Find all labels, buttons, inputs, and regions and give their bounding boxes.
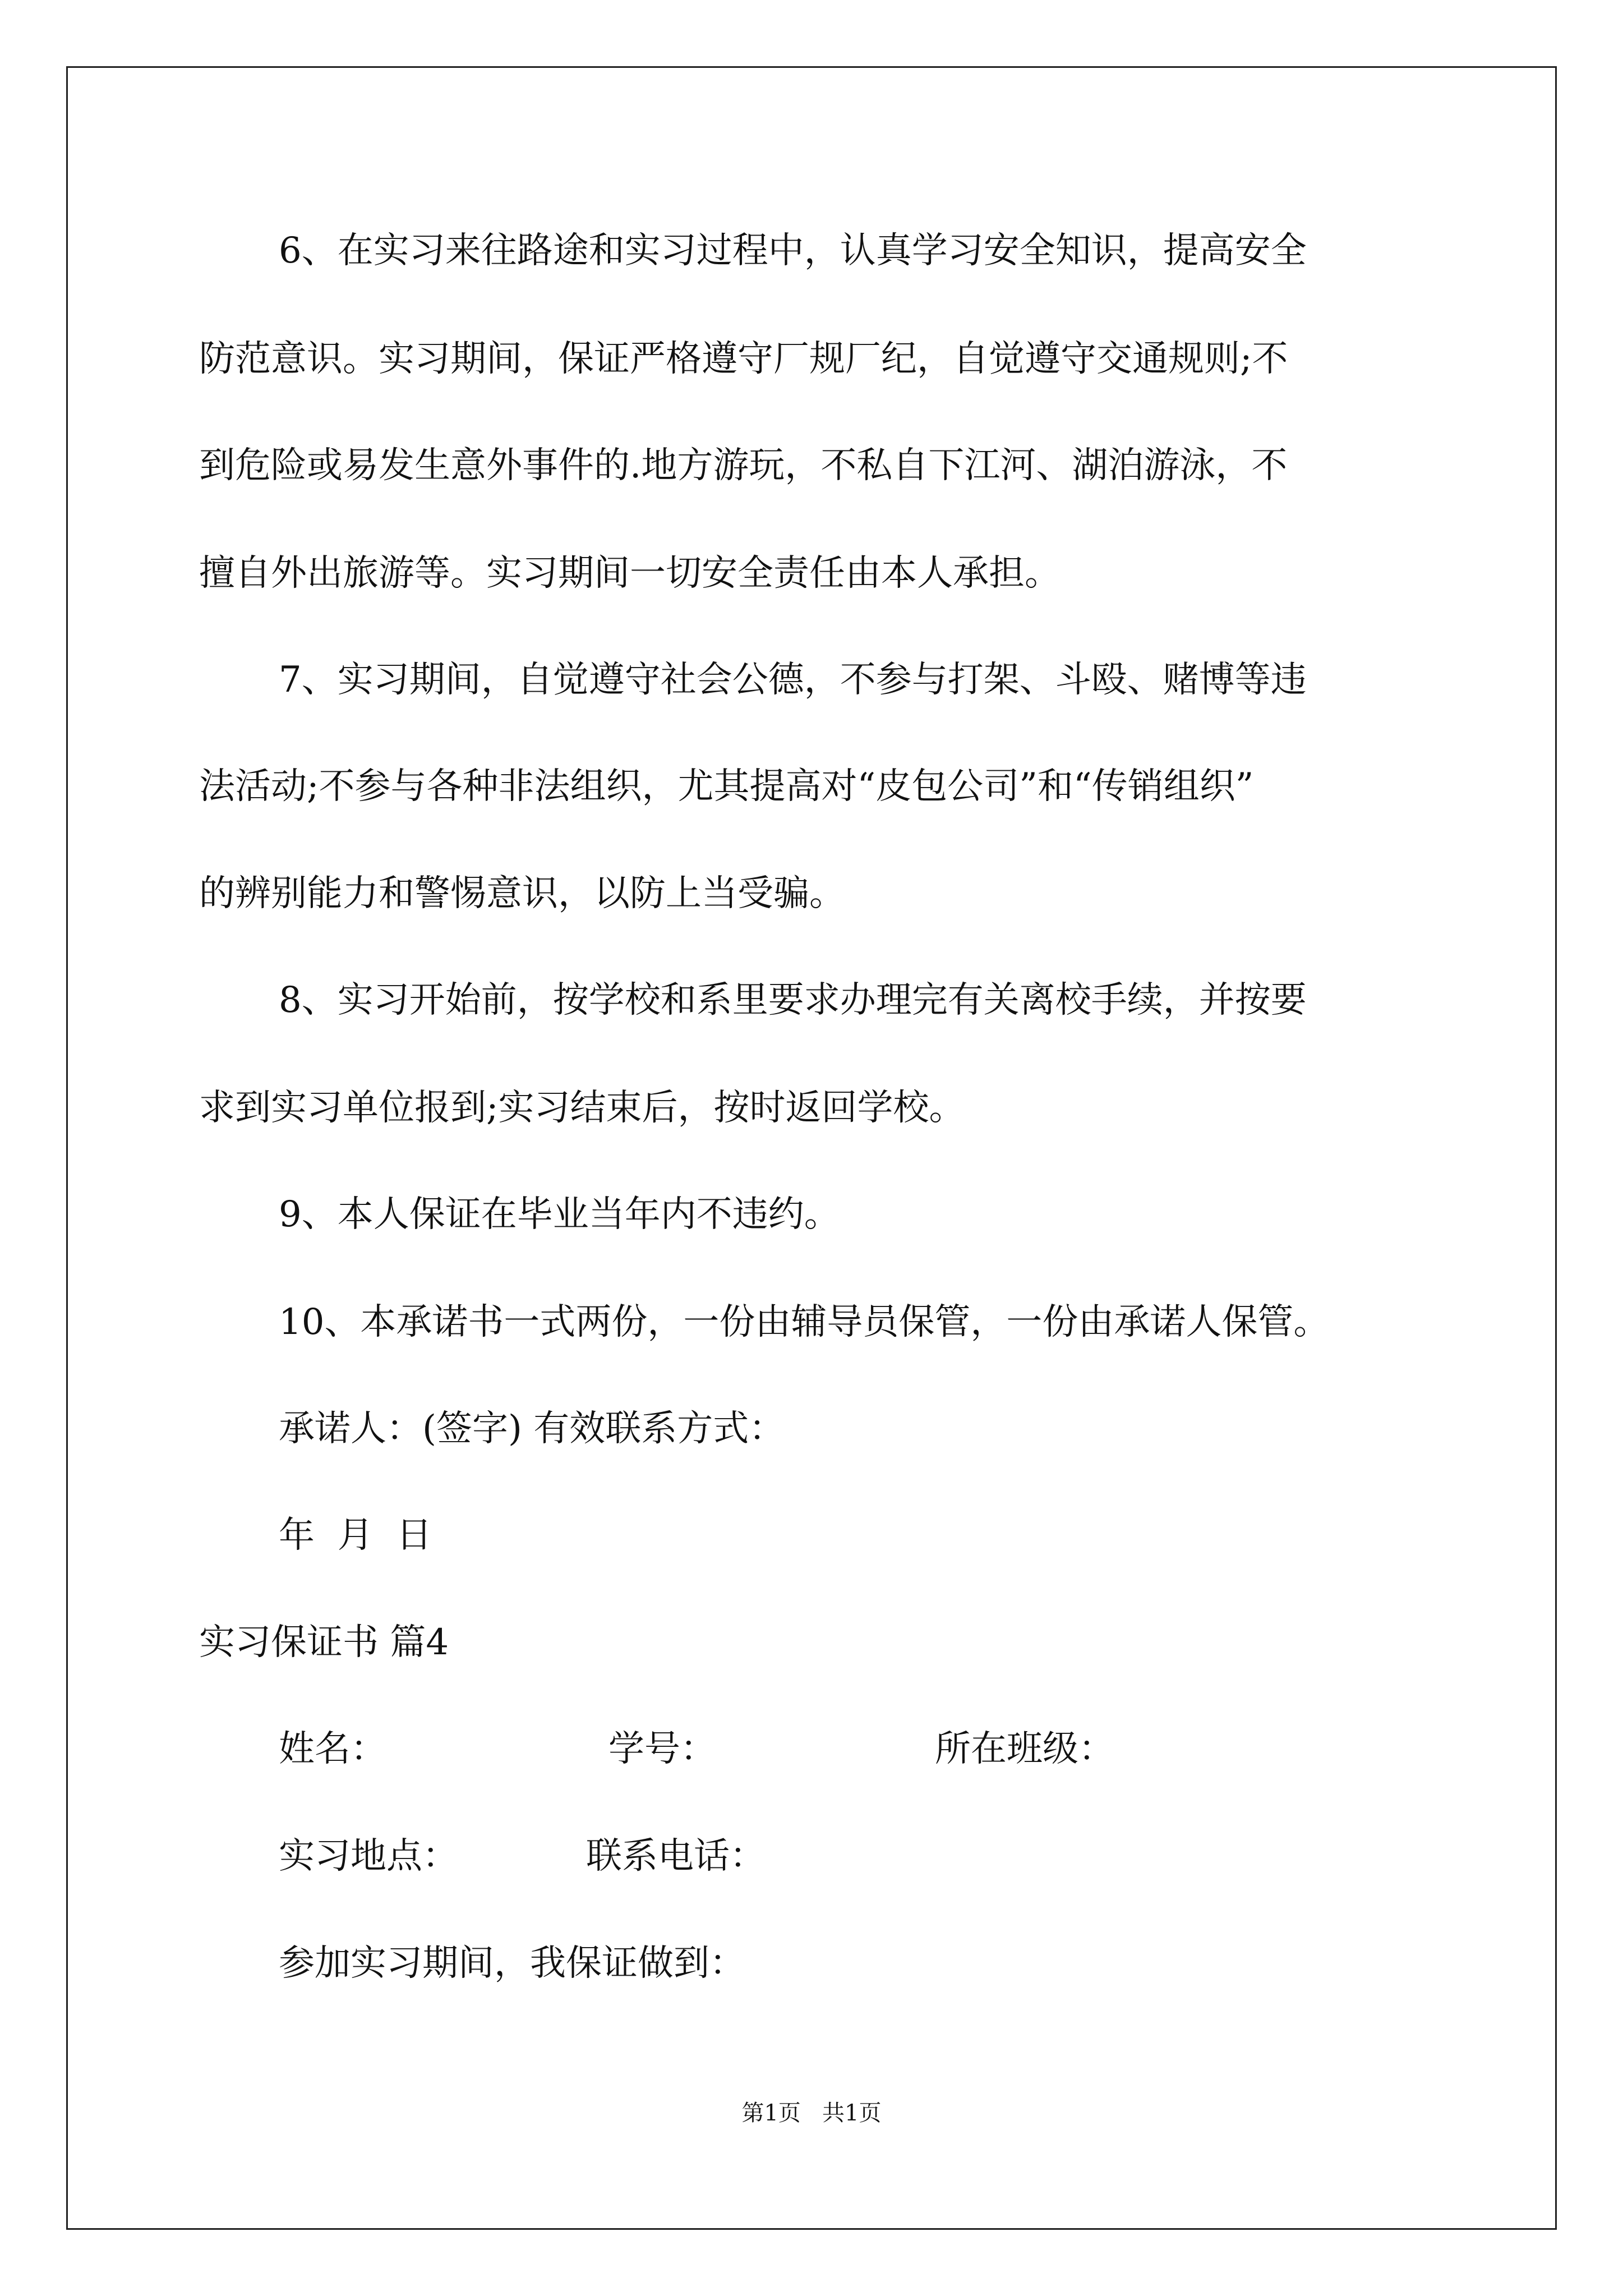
student-id-label: 学号：	[608, 1728, 716, 1770]
paragraph-6-line-1: 6、在实习来往路途和实习过程中，认真学习安全知识，提高安全	[279, 230, 1307, 272]
paragraph-6-line-4: 擅自外出旅游等。实习期间一切安全责任由本人承担。	[199, 553, 1061, 594]
paragraph-8-line-1: 8、实习开始前，按学校和系里要求办理完有关离校手续，并按要	[279, 979, 1307, 1021]
paragraph-10: 10、本承诺书一式两份，一份由辅导员保管，一份由承诺人保管。	[279, 1301, 1330, 1343]
signature-line: 承诺人：(签字) 有效联系方式：	[279, 1408, 785, 1450]
internship-location-label: 实习地点：	[279, 1835, 458, 1877]
page-footer: 第1页 共1页	[741, 2100, 882, 2126]
contact-phone-label: 联系电话：	[586, 1835, 766, 1877]
page-border	[66, 66, 1557, 2230]
paragraph-8-line-2: 求到实习单位报到;实习结束后，按时返回学校。	[199, 1087, 965, 1129]
paragraph-7-line-2: 法活动;不参与各种非法组织，尤其提高对“皮包公司”和“传销组织”	[199, 766, 1254, 807]
section-heading: 实习保证书 篇4	[199, 1622, 449, 1663]
class-label: 所在班级：	[935, 1728, 1114, 1770]
date-line: 年 月 日	[279, 1515, 432, 1556]
paragraph-6-line-2: 防范意识。实习期间，保证严格遵守厂规厂纪，自觉遵守交通规则;不	[199, 338, 1288, 380]
paragraph-7-line-1: 7、实习期间，自觉遵守社会公德，不参与打架、斗殴、赌博等违	[279, 659, 1307, 701]
paragraph-6-line-3: 到危险或易发生意外事件的.地方游玩，不私自下江河、湖泊游泳，不	[199, 445, 1288, 486]
paragraph-7-line-3: 的辨别能力和警惕意识，以防上当受骗。	[199, 873, 845, 914]
closing-line: 参加实习期间，我保证做到：	[279, 1943, 745, 1984]
paragraph-9: 9、本人保证在毕业当年内不违约。	[279, 1194, 840, 1235]
name-label: 姓名：	[279, 1728, 386, 1770]
